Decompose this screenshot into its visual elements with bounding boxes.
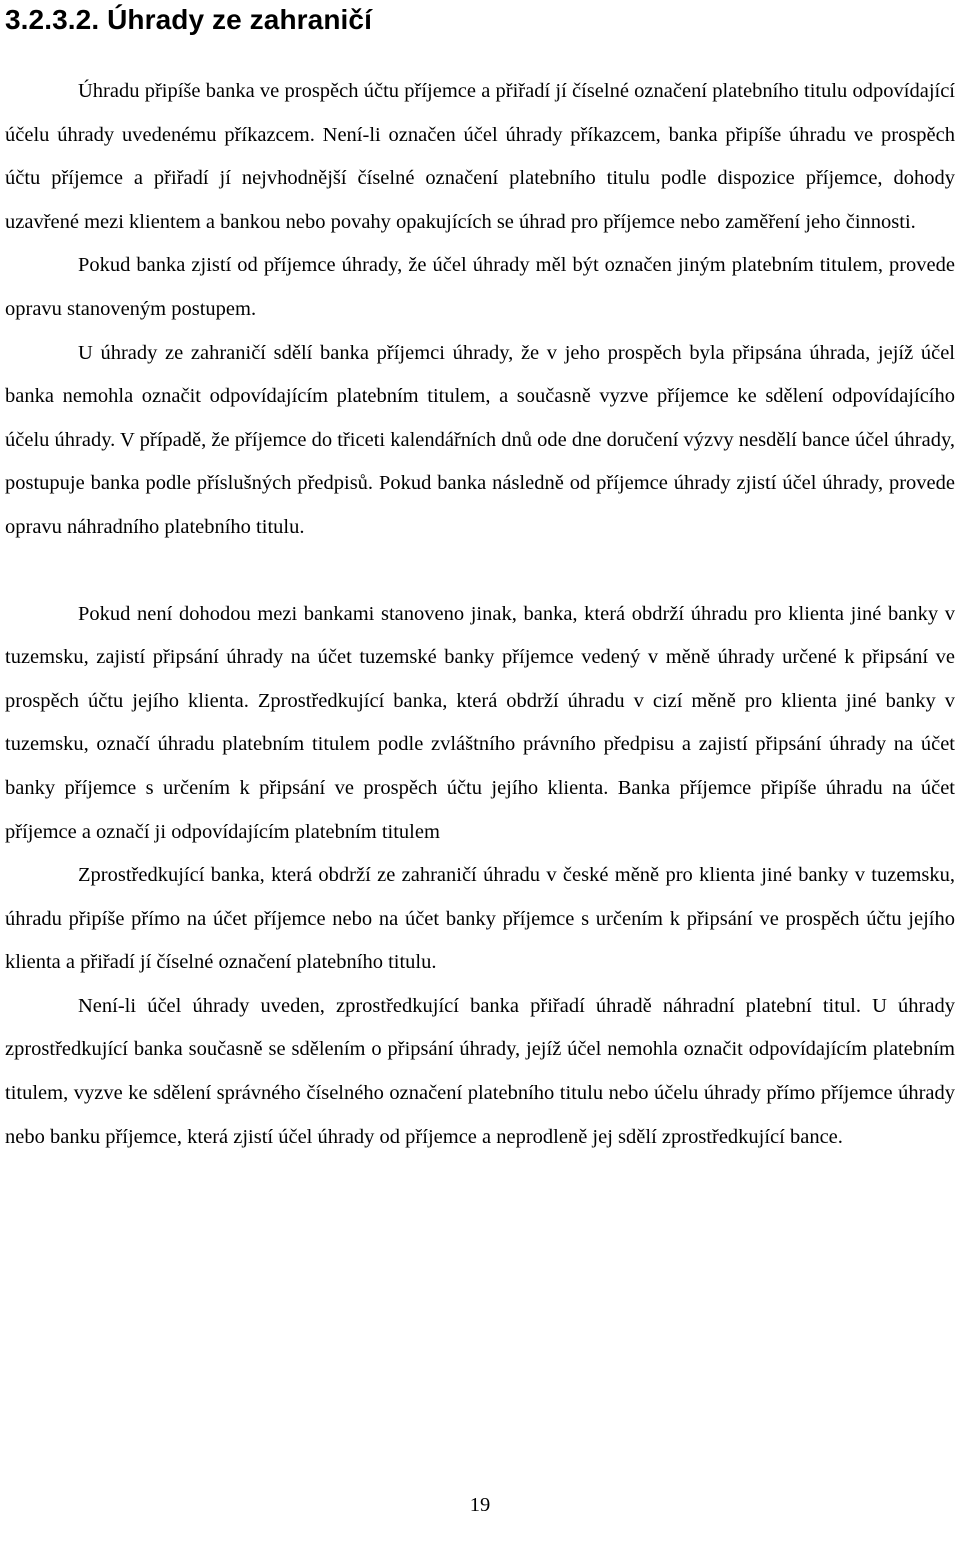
document-body	[5, 70, 955, 1159]
paragraph-payment-credit: Úhradu připíše banka ve prospěch účtu příjemce a přiřadí jí číselné označení platebního titulu odpovídající účelu úhrady uvedenému příkazcem. Není-li označen účel úhrady příkazcem, banka připíše úhradu ve prospěch účtu příjemce a přiřadí jí nejvhodnější číselné označení platebního titulu podle dispozice příjemce, dohody uzavřené mezi klientem a bankou nebo povahy opakujících se úhrad pro příjemce nebo zaměření jeho činnosti.	[5, 80, 955, 233]
page-number: 19	[469, 1494, 491, 1516]
paragraph-correction: Pokud banka zjistí od příjemce úhrady, že účel úhrady měl být označen jiným platebním titulem, provede opravu stanoveným postupem.	[5, 254, 955, 320]
paragraph-interbank-agreement: Pokud není dohodou mezi bankami stanoveno jinak, banka, která obdrží úhradu pro klienta jiné banky v tuzemsku, zajistí připsání úhrady na účet tuzemské banky příjemce vedený v měně úhrady určené k připsání ve prospěch účtu jejího klienta. Zprostředkující banka, která obdrží úhradu v cizí měně pro klienta jiné banky v tuzemsku, označí úhradu platebním titulem podle zvláštního právního předpisu a zajistí připsání úhrady na účet banky příjemce s určením k připsání ve prospěch účtu jejího klienta. Banka příjemce připíše úhradu na účet příjemce a označí ji odpovídajícím platebním titulem	[5, 602, 955, 843]
section-heading: 3.2.3.2. Úhrady ze zahraničí	[5, 4, 372, 35]
paragraph-czech-currency: Zprostředkující banka, která obdrží ze zahraničí úhradu v české měně pro klienta jiné banky v tuzemsku, úhradu připíše přímo na účet příjemce nebo na účet banky příjemce s určením k připsání ve prospěch účtu jejího klienta a přiřadí jí číselné označení platebního titulu.	[5, 864, 955, 974]
paragraph-foreign-payment-notice: U úhrady ze zahraničí sdělí banka příjemci úhrady, že v jeho prospěch byla připsána úhrada, jejíž účel banka nemohla označit odpovídajícím platebním titulem, a současně vyzve příjemce ke sdělení odpovídajícího účelu úhrady. V případě, že příjemce do třiceti kalendářních dnů ode dne doručení výzvy nesdělí bance účel úhrady, postupuje banka podle příslušných předpisů. Pokud banka následně od příjemce úhrady zjistí účel úhrady, provede opravu náhradního platebního titulu.	[5, 341, 955, 538]
paragraph-substitute-title: Není-li účel úhrady uveden, zprostředkující banka přiřadí úhradě náhradní platební titul. U úhrady zprostředkující banka současně se sdělením o připsání úhrady, jejíž účel nemohla označit odpovídajícím platebním titulem, vyzve ke sdělení správného číselného označení platebního titulu nebo účelu úhrady přímo příjemce úhrady nebo banku příjemce, která zjistí účel úhrady od příjemce a neprodleně jej sdělí zprostředkující bance.	[5, 994, 955, 1148]
